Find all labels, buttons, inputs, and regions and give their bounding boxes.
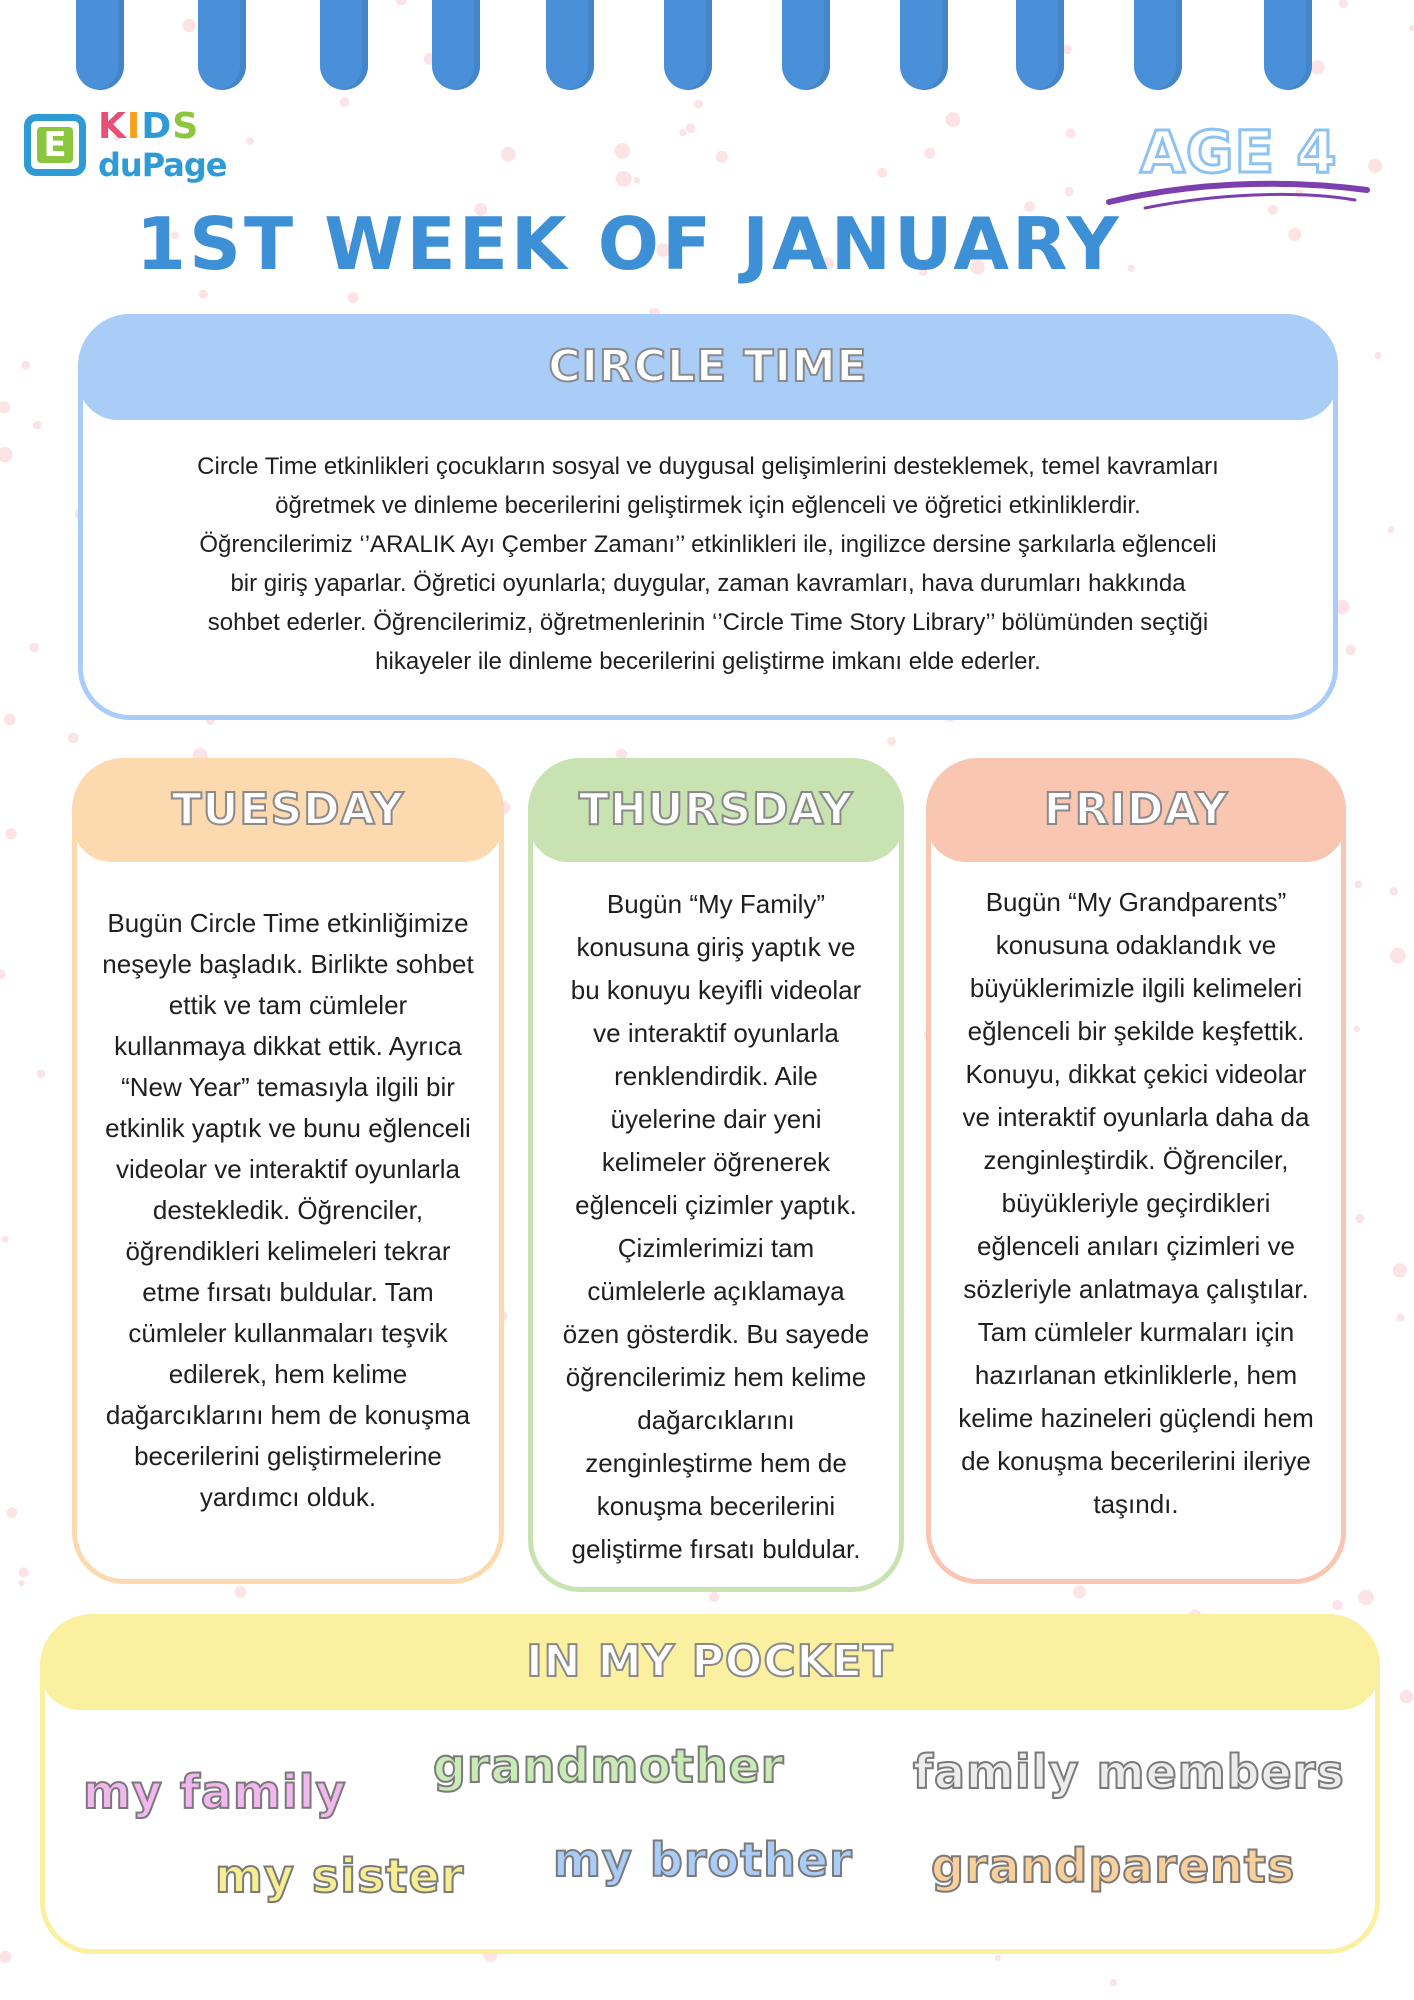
background-dot <box>1390 887 1398 895</box>
background-dot <box>235 1586 247 1598</box>
background-dot <box>1333 1600 1343 1610</box>
background-dot <box>887 737 896 746</box>
circle-time-panel <box>78 314 1338 720</box>
background-dot <box>68 733 79 744</box>
background-dot <box>679 129 686 136</box>
thursday-heading: THURSDAY <box>578 784 854 835</box>
friday-panel <box>926 758 1346 1584</box>
background-dot <box>1354 1026 1360 1032</box>
background-dot <box>1128 265 1135 272</box>
friday-heading: FRIDAY <box>1043 784 1229 835</box>
background-dot <box>709 1592 719 1602</box>
logo-frame <box>24 114 86 176</box>
background-dot <box>1066 128 1076 138</box>
background-dot <box>348 292 359 303</box>
tuesday-header <box>72 758 504 862</box>
background-dot <box>995 1955 1001 1961</box>
background-dot <box>4 714 16 726</box>
vocab-word: my family <box>83 1765 347 1819</box>
background-dot <box>616 171 632 187</box>
background-dot <box>1110 1979 1117 1986</box>
background-dot <box>246 137 254 145</box>
binder-ring-icon <box>546 0 594 90</box>
circle-time-heading: CIRCLE TIME <box>548 341 868 392</box>
background-dot <box>0 401 10 413</box>
binder-ring-icon <box>320 0 368 90</box>
vocab-word: grandmother <box>433 1739 785 1793</box>
in-my-pocket-heading: IN MY POCKET <box>526 1636 894 1687</box>
thursday-panel <box>528 758 904 1592</box>
thursday-description: Bugün “My Family” konusuna giriş yaptık ve bu konuyu keyifli videolar ve interaktif oyunlarla renklendirdik. Aile üyelerine dair yeni kelimeler öğrenerek eğlenceli çizimler yaptık. Çizimlerimizi tam cümlelerle açıklamaya özen gösterdik. Bu sayede öğrencilerimiz hem kelime dağarcıklarını zenginleştirme hem de konuşma becerilerini geliştirme fırsatı buldular. <box>562 889 870 1564</box>
vocab-word: family members <box>913 1745 1345 1799</box>
binder-ring-icon <box>432 0 480 90</box>
logo-letter: E <box>37 127 73 163</box>
background-dot <box>33 421 42 430</box>
background-dot <box>1065 187 1074 196</box>
background-dot <box>19 1567 29 1577</box>
vocab-word: my sister <box>215 1849 465 1903</box>
binder-ring-icon <box>1016 0 1064 90</box>
page-title: 1ST WEEK OF JANUARY <box>136 202 1122 286</box>
vocab-word: grandparents <box>931 1839 1296 1893</box>
background-dot <box>634 177 640 183</box>
background-dot <box>5 828 16 839</box>
in-my-pocket-header <box>40 1614 1380 1710</box>
background-dot <box>1354 881 1362 889</box>
tuesday-description: Bugün Circle Time etkinliğimize neşeyle başladık. Birlikte sohbet ettik ve tam cümleler kullanmaya dikkat ettik. Ayrıca “New Year” temasıyla ilgili bir etkinlik yaptık ve bunu eğlenceli videolar ve interaktif oyunlarla destekledik. Öğrenciler, öğrendikleri kelimeleri tekrar etme fırsatı buldular. Tam cümleler kullanmaları teşvik edilerek, hem kelime dağarcıklarını hem de konuşma becerilerini geliştirmelerine yardımcı olduk. <box>102 908 474 1512</box>
background-dot <box>1390 948 1406 964</box>
background-dot <box>501 147 516 162</box>
background-dot <box>0 447 13 462</box>
background-dot <box>1375 352 1382 359</box>
binder-ring-icon <box>1264 0 1312 90</box>
background-dot <box>1393 1263 1407 1277</box>
binder-ring-icon <box>1134 0 1182 90</box>
logo-dupage-text: duPage <box>98 146 227 184</box>
binder-ring-icon <box>664 0 712 90</box>
swoosh-underline-icon <box>1105 170 1375 210</box>
friday-description: Bugün “My Grandparents” konusuna odaklandık ve büyüklerimizle ilgili kelimeleri eğlenceli bir şekilde keşfettik. Konuyu, dikkat çekici videolar ve interaktif oyunlarla daha da zenginleştirdik. Öğrenciler, büyükleriyle geçirdikleri eğlenceli anıları çizimleri ve sözleriyle anlatmaya çalıştılar. Tam cümleler kurmaları için hazırlanan etkinliklerle, hem kelime hazineleri güçlendi hem de konuşma becerilerini ileriye taşındı. <box>958 887 1314 1519</box>
background-dot <box>2 1236 9 1243</box>
age-badge: AGE 4 <box>1140 118 1338 186</box>
vocab-word: my brother <box>553 1833 853 1887</box>
background-dot <box>1397 1314 1405 1322</box>
friday-header <box>926 758 1346 862</box>
thursday-header <box>528 758 904 862</box>
background-dot <box>1288 228 1301 241</box>
background-dot <box>877 168 887 178</box>
binder-rings <box>0 0 1414 110</box>
binder-ring-icon <box>900 0 948 90</box>
background-dot <box>199 290 208 299</box>
background-dot <box>29 643 39 653</box>
background-dot <box>1073 1586 1086 1599</box>
logo-kids-text: KIDS <box>98 106 200 147</box>
background-dot <box>21 361 30 370</box>
kids-edupage-logo <box>24 106 227 188</box>
background-dot <box>946 112 961 127</box>
background-dot <box>0 969 6 980</box>
background-dot <box>1358 1590 1373 1605</box>
circle-time-header <box>78 314 1338 420</box>
binder-ring-icon <box>198 0 246 90</box>
background-dot <box>1388 526 1395 533</box>
background-dot <box>1345 645 1355 655</box>
background-dot <box>615 143 631 159</box>
circle-time-description: Circle Time etkinlikleri çocukların sosyal ve duygusal gelişimlerini desteklemek, temel kavramları öğretmek ve dinleme becerilerini geliştirmek için eğlenceli ve öğretici etkinliklerdir. Öğrencilerimiz ‘’ARALIK Ayı Çember Zamanı’’ etkinlikleri ile, ingilizce dersine şarkılarla eğlenceli bir giriş yaparlar. Öğretici oyunlarla; duygular, zaman kavramları, hava durumları hakkında sohbet ederler. Öğrencilerimiz, öğretmenlerinin ‘’Circle Time Story Library’’ bölümünden seçtiği hikayeler ile dinleme becerilerini geliştirme imkanı elde ederler. <box>197 453 1219 675</box>
background-dot <box>0 1951 11 1963</box>
background-dot <box>7 1507 18 1518</box>
background-dot <box>18 1580 24 1586</box>
in-my-pocket-panel <box>40 1614 1380 1954</box>
background-dot <box>1400 1690 1414 1704</box>
background-dot <box>686 123 696 133</box>
background-dot <box>37 1069 46 1078</box>
background-dot <box>924 148 935 159</box>
background-dot <box>716 151 728 163</box>
tuesday-heading: TUESDAY <box>171 784 405 835</box>
background-dot <box>1355 1214 1364 1223</box>
binder-ring-icon <box>782 0 830 90</box>
tuesday-panel <box>72 758 504 1584</box>
binder-ring-icon <box>76 0 124 90</box>
